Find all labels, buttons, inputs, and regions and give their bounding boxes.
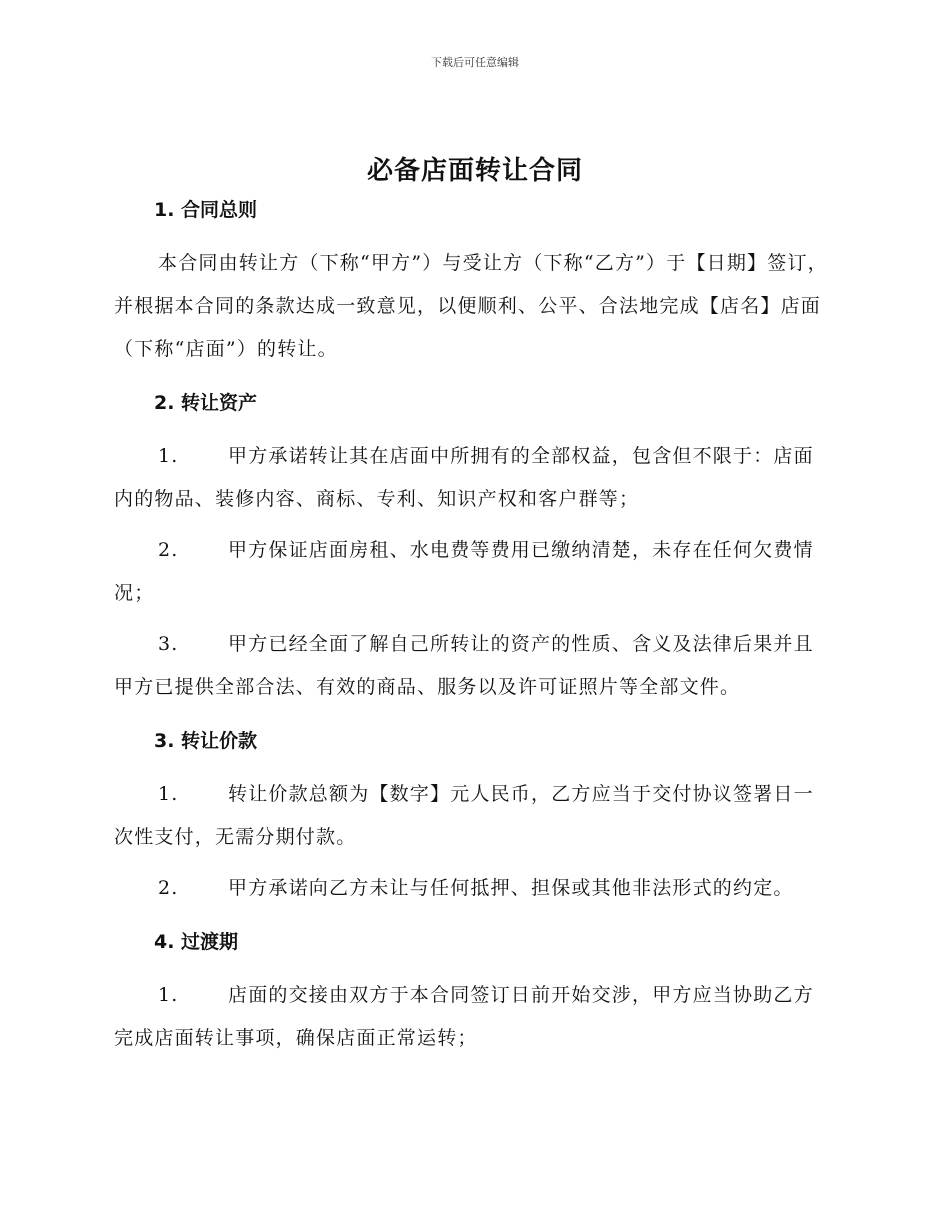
list-item-text: 甲方承诺转让其在店面中所拥有的全部权益，包含但不限于：店面内的物品、装修内容、商标、专利、知识产权和客户群等； (114, 445, 814, 510)
list-item (114, 974, 832, 1060)
list-item-text: 店面的交接由双方于本合同签订日前开始交涉，甲方应当协助乙方完成店面转让事项，确保店面正常运转； (114, 984, 814, 1049)
list-item (114, 773, 832, 859)
list-item-number: 1. (158, 783, 179, 805)
list-item (114, 867, 832, 910)
section-heading-price: 3. 转让价款 (154, 730, 258, 752)
list-item-number: 1. (158, 984, 179, 1006)
paragraph-general: 本合同由转让方（下称“甲方”）与受让方（下称“乙方”）于【日期】签订，并根据本合同的条款达成一致意见，以便顺利、公平、合法地完成【店名】店面（下称“店面”）的转让。 (114, 252, 828, 360)
list-item-text: 转让价款总额为【数字】元人民币，乙方应当于交付协议签署日一次性支付，无需分期付款。 (114, 783, 814, 848)
list-item (114, 623, 832, 709)
header-note: 下载后可任意编辑 (431, 56, 519, 69)
list-item (114, 529, 832, 615)
section-heading-general: 1. 合同总则 (154, 199, 258, 221)
document-title: 必备店面转让合同 (366, 156, 583, 186)
list-item-text: 甲方承诺向乙方未让与任何抵押、担保或其他非法形式的约定。 (228, 877, 794, 899)
list-item-text: 甲方已经全面了解自己所转让的资产的性质、含义及法律后果并且甲方已提供全部合法、有效的商品、服务以及许可证照片等全部文件。 (114, 633, 814, 698)
list-item-number: 2. (158, 539, 179, 561)
list-item-number: 3. (158, 633, 179, 655)
list-item-number: 1. (158, 445, 179, 467)
section-heading-transition: 4. 过渡期 (154, 931, 239, 953)
section-heading-assets: 2. 转让资产 (154, 392, 258, 414)
list-item-number: 2. (158, 877, 179, 899)
document-body (114, 196, 832, 1060)
list-item (114, 435, 832, 521)
list-item-text: 甲方保证店面房租、水电费等费用已缴纳清楚，未存在任何欠费情况； (114, 539, 814, 604)
